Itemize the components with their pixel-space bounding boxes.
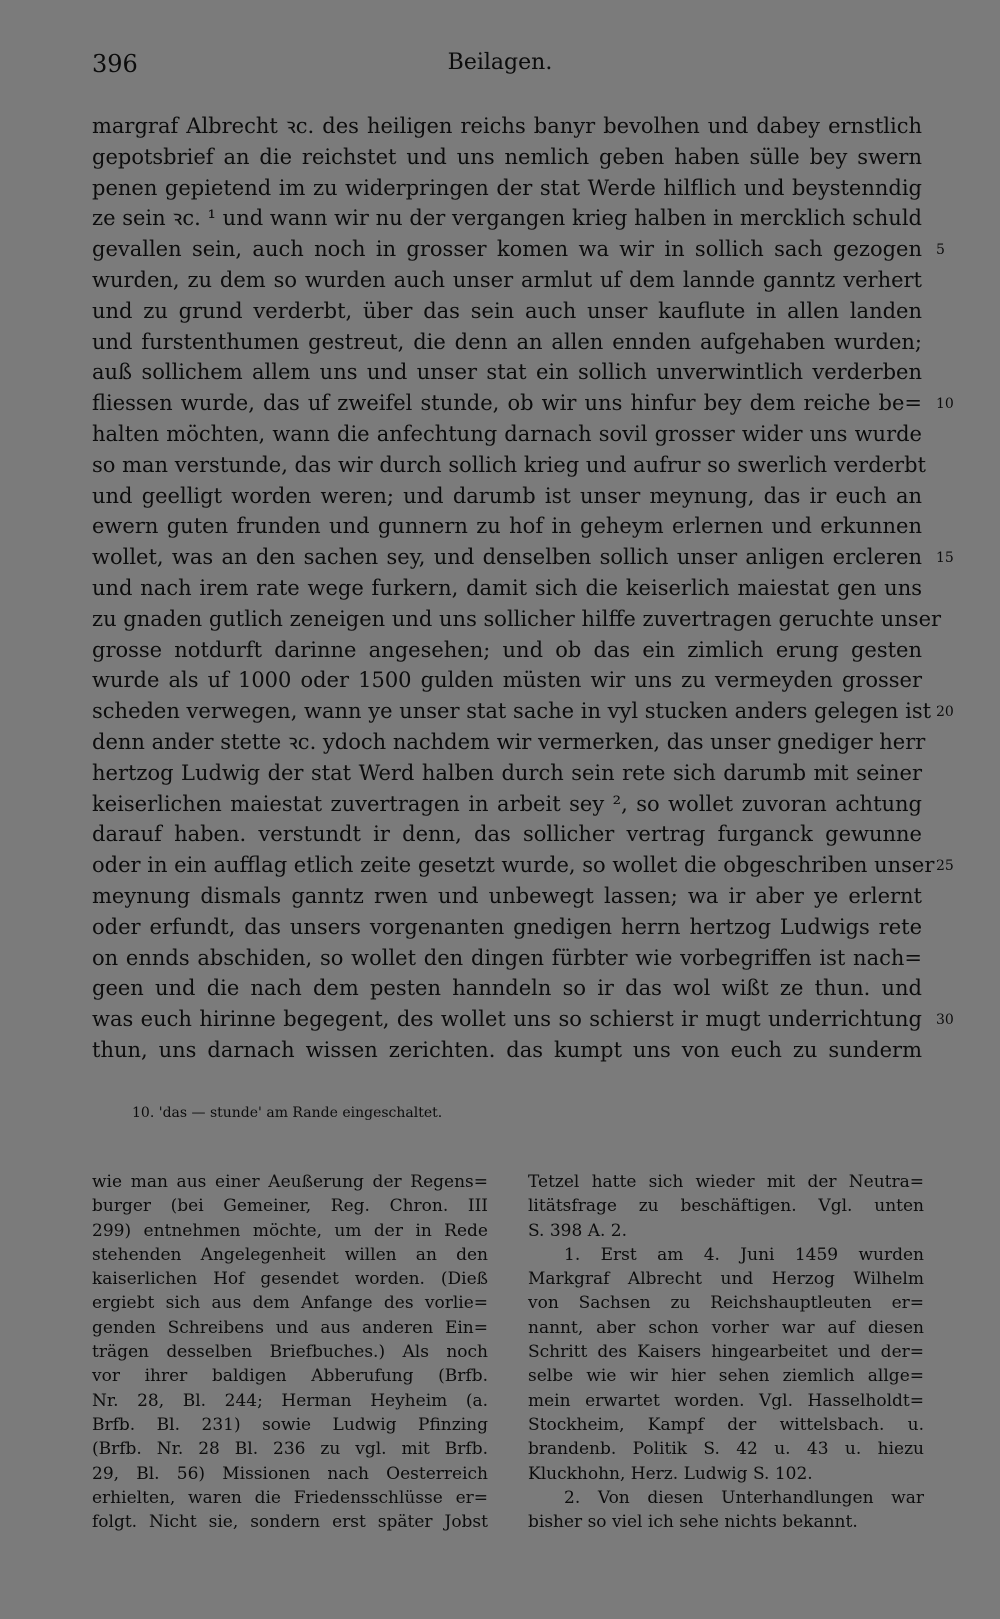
- text-line: so man verstunde, das wir durch sollich krieg und aufrur so swerlich verderbt: [92, 452, 926, 477]
- apparatus-note: 10. 'das — stunde' am Rande eingeschaltet.: [132, 1105, 443, 1121]
- footnote-line: (Brfb. Nr. 28 Bl. 236 zu vgl. mit Brfb.: [92, 1439, 488, 1460]
- line-number: 20: [936, 704, 954, 721]
- text-line: oder erfundt, das unsers vorgenanten gnedigen herrn hertzog Ludwigs rete: [92, 914, 922, 939]
- text-line: auß sollichem allem uns und unser stat ein sollich unverwintlich verderben: [92, 360, 922, 385]
- text-line: darauf haben. verstundt ir denn, das sollicher vertrag furganck gewunne: [92, 822, 922, 847]
- footnote-line: stehenden Angelegenheit willen an den: [92, 1244, 488, 1265]
- page-number: 396: [92, 50, 138, 78]
- text-line: wurde als uf 1000 oder 1500 gulden müsten wir uns zu vermeyden grosser: [92, 668, 922, 693]
- footnote-line: nannt, aber schon vorher war auf diesen: [528, 1317, 924, 1338]
- footnotes-left-column: [92, 1170, 488, 1534]
- footnote-line: S. 398 A. 2.: [528, 1220, 628, 1241]
- text-line: penen gepietend im zu widerpringen der stat Werde hilflich und beystenndig: [92, 175, 922, 200]
- line-number: 10: [936, 396, 954, 413]
- text-line: wurden, zu dem so wurden auch unser armlut uf dem lannde ganntz verhert: [92, 267, 922, 292]
- text-line: on ennds abschiden, so wollet den dingen fürbter wie vorbegriffen ist nach=: [92, 945, 922, 970]
- text-line: meynung dismals ganntz rwen und unbewegt lassen; wa ir aber ye erlernt: [92, 883, 922, 908]
- text-line: grosse notdurft darinne angesehen; und ob das ein zimlich erung gesten: [92, 637, 922, 662]
- text-line: und geelligt worden weren; und darumb ist unser meynung, das ir euch an: [92, 483, 922, 508]
- footnote-line: Tetzel hatte sich wieder mit der Neutra=: [528, 1172, 924, 1192]
- text-line: geen und die nach dem pesten hanndeln so ir das wol wißt ze thun. und: [92, 976, 922, 1001]
- footnote-line: vor ihrer baldigen Abberufung (Brfb.: [92, 1366, 488, 1387]
- line-number: 5: [936, 242, 945, 259]
- footnote-line: folgt. Nicht sie, sondern erst später Jobst: [92, 1512, 488, 1533]
- text-line: scheden verwegen, wann ye unser stat sache in vyl stucken anders gelegen ist: [92, 699, 932, 724]
- footnote-line: genden Schreibens und aus anderen Ein=: [92, 1317, 488, 1338]
- text-line: oder in ein aufflag etlich zeite gesetzt wurde, so wollet die obgeschriben unser: [92, 853, 935, 878]
- footnote-line: trägen desselben Briefbuches.) Als noch: [92, 1342, 488, 1363]
- footnote-line: litätsfrage zu beschäftigen. Vgl. unten: [528, 1196, 924, 1217]
- text-line: was euch hirinne begegent, des wollet uns so schierst ir mugt underrichtung: [92, 1007, 922, 1032]
- text-line: gevallen sein, auch noch in grosser komen wa wir in sollich sach gezogen: [92, 237, 922, 262]
- running-title: Beilagen.: [447, 50, 553, 75]
- text-line: keiserlichen maiestat zuvertragen in arbeit sey ², so wollet zuvoran achtung: [92, 791, 922, 816]
- line-number: 15: [936, 550, 954, 567]
- text-line: hertzog Ludwig der stat Werd halben durch sein rete sich darumb mit seiner: [92, 760, 922, 785]
- footnote-line: 2. Von diesen Unterhandlungen war: [564, 1487, 924, 1508]
- text-line: und furstenthumen gestreut, die denn an allen ennden aufgehaben wurden;: [92, 329, 922, 354]
- footnote-line: kaiserlichen Hof gesendet worden. (Dieß: [92, 1269, 488, 1290]
- footnote-line: mein erwartet worden. Vgl. Hasselholdt=: [528, 1390, 924, 1411]
- footnote-line: 29, Bl. 56) Missionen nach Oesterreich: [92, 1463, 488, 1484]
- footnote-line: bisher so viel ich sehe nichts bekannt.: [528, 1512, 858, 1533]
- text-line: und zu grund verderbt, über das sein auch unser kauflute in allen landen: [92, 298, 922, 323]
- line-number: 30: [936, 1012, 954, 1029]
- footnote-line: 299) entnehmen möchte, um der in Rede: [92, 1220, 488, 1241]
- text-line: zu gnaden gutlich zeneigen und uns sollicher hilffe zuvertragen geruchte unser: [92, 606, 942, 631]
- text-line: margraf Albrecht ꝛc. des heiligen reichs banyr bevolhen und dabey ernstlich: [92, 114, 922, 138]
- footnote-line: Brfb. Bl. 231) sowie Ludwig Pfinzing: [92, 1414, 488, 1435]
- footnote-line: wie man aus einer Aeußerung der Regens=: [92, 1172, 488, 1192]
- footnote-line: Markgraf Albrecht und Herzog Wilhelm: [528, 1269, 924, 1290]
- footnote-line: brandenb. Politik S. 42 u. 43 u. hiezu: [528, 1439, 924, 1460]
- footnote-line: Schritt des Kaisers hingearbeitet und der=: [528, 1342, 924, 1363]
- footnote-line: selbe wie wir hier sehen ziemlich allge=: [528, 1366, 924, 1387]
- footnote-line: burger (bei Gemeiner, Reg. Chron. III: [92, 1196, 488, 1217]
- footnote-line: 1. Erst am 4. Juni 1459 wurden: [564, 1244, 924, 1265]
- text-line: fliessen wurde, das uf zweifel stunde, ob wir uns hinfur bey dem reiche be=: [92, 391, 922, 416]
- text-line: ewern guten frunden und gunnern zu hof in geheym erlernen und erkunnen: [92, 514, 922, 539]
- main-text-block: [92, 111, 942, 1066]
- footnote-line: von Sachsen zu Reichshauptleuten er=: [528, 1293, 924, 1314]
- text-line: halten möchten, wann die anfechtung darnach sovil grosser wider uns wurde: [92, 421, 922, 446]
- text-line: und nach irem rate wege furkern, damit sich die keiserlich maiestat gen uns: [92, 575, 922, 600]
- text-line: denn ander stette ꝛc. ydoch nachdem wir vermerken, das unser gnediger herr: [92, 729, 926, 754]
- footnotes-right-column: [528, 1170, 924, 1534]
- text-line: gepotsbrief an die reichstet und uns nemlich geben haben sülle bey swern: [92, 144, 922, 169]
- footnote-line: ergiebt sich aus dem Anfange des vorlie=: [92, 1293, 488, 1314]
- text-line: wollet, was an den sachen sey, und denselben sollich unser anligen ercleren: [92, 545, 922, 570]
- text-line: ze sein ꝛc. ¹ und wann wir nu der vergangen krieg halben in mercklich schuld: [92, 206, 922, 231]
- line-number: 25: [936, 858, 954, 875]
- footnote-line: Stockheim, Kampf der wittelsbach. u.: [528, 1414, 924, 1435]
- footnote-line: Kluckhohn, Herz. Ludwig S. 102.: [528, 1463, 813, 1484]
- footnote-line: Nr. 28, Bl. 244; Herman Heyheim (a.: [92, 1390, 488, 1411]
- footnote-line: erhielten, waren die Friedensschlüsse er=: [92, 1487, 488, 1508]
- text-line: thun, uns darnach wissen zerichten. das kumpt uns von euch zu sunderm: [92, 1037, 922, 1062]
